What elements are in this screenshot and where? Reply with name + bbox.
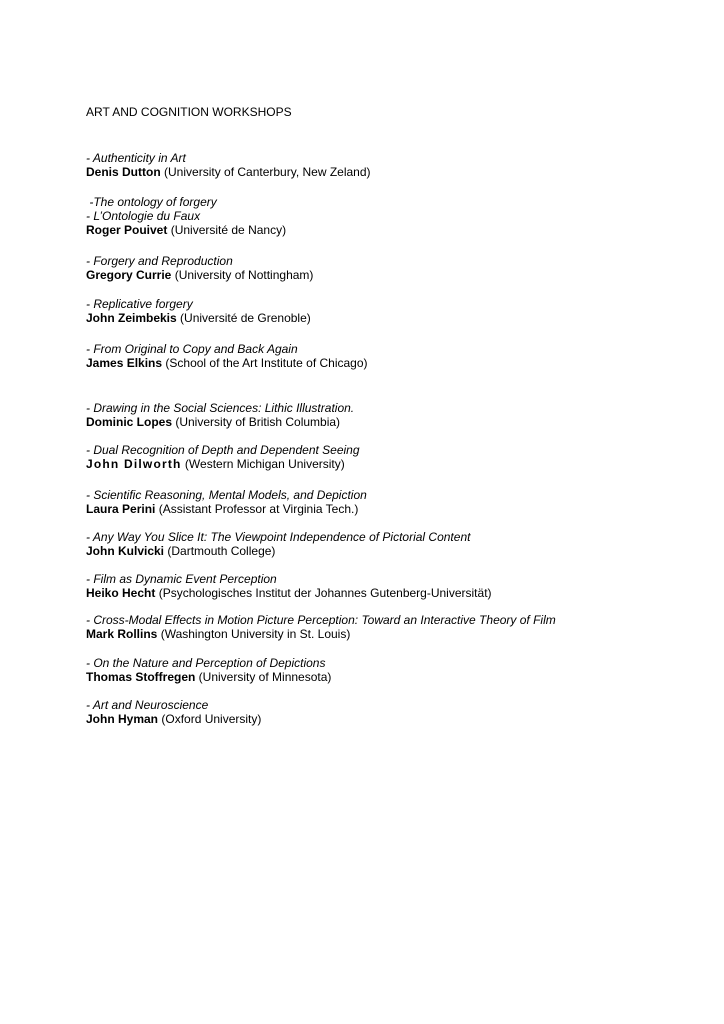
speaker-name: Thomas Stoffregen (86, 670, 196, 684)
talk-title: - Any Way You Slice It: The Viewpoint Independence of Pictorial Content (86, 530, 471, 544)
speaker-name: Dominic Lopes (86, 415, 173, 429)
workshop-entry (86, 195, 286, 237)
workshop-entry (86, 297, 311, 325)
talk-title: - Authenticity in Art (86, 151, 186, 165)
speaker-line (86, 165, 371, 179)
speaker-line (86, 268, 313, 282)
talk-title: - From Original to Copy and Back Again (86, 342, 298, 356)
workshop-entry (86, 488, 367, 516)
talk-title: - Forgery and Reproduction (86, 254, 233, 268)
talk-title: - Dual Recognition of Depth and Dependent Seeing (86, 443, 360, 457)
speaker-affiliation: (University of Canterbury, New Zeland) (164, 165, 371, 179)
document-title: ART AND COGNITION WORKSHOPS (86, 105, 292, 119)
talk-title: - Drawing in the Social Sciences: Lithic Illustration. (86, 401, 355, 415)
document-page (86, 0, 706, 1024)
speaker-affiliation: (Dartmouth College) (164, 544, 276, 558)
speaker-name: Heiko Hecht (86, 586, 156, 600)
speaker-affiliation: (Oxford University) (161, 712, 262, 726)
workshop-entry (86, 572, 492, 600)
workshop-entry (86, 613, 556, 641)
workshop-entry (86, 698, 261, 726)
speaker-affiliation: (School of the Art Institute of Chicago) (162, 356, 368, 370)
speaker-name: Laura Perini (86, 502, 156, 516)
workshop-entry (86, 443, 360, 471)
speaker-line (86, 415, 354, 429)
speaker-line (86, 457, 360, 471)
talk-title: - Cross-Modal Effects in Motion Picture Perception: Toward an Interactive Theory of Film (86, 613, 556, 627)
speaker-line (86, 627, 556, 641)
speaker-line (86, 586, 492, 600)
speaker-affiliation: (Université de Nancy) (170, 223, 287, 237)
speaker-affiliation: (University of Nottingham) (174, 268, 314, 282)
speaker-line (86, 311, 311, 325)
workshop-entry (86, 151, 371, 179)
speaker-name: John Zeimbekis (86, 311, 177, 325)
workshop-entry (86, 254, 313, 282)
workshop-entry (86, 656, 331, 684)
speaker-name: Gregory Currie (86, 268, 172, 282)
speaker-name: Mark Rollins (86, 627, 158, 641)
workshop-entry (86, 342, 368, 370)
speaker-name: James Elkins (86, 356, 163, 370)
speaker-line (86, 544, 470, 558)
talk-title: - On the Nature and Perception of Depictions (86, 656, 326, 670)
talk-title: - L’Ontologie du Faux (86, 209, 201, 223)
workshop-entry (86, 401, 354, 429)
speaker-line (86, 356, 368, 370)
talk-title: - Film as Dynamic Event Perception (86, 572, 277, 586)
talk-title: -The ontology of forgery (86, 195, 217, 209)
speaker-affiliation: (Western Michigan University) (181, 457, 345, 471)
speaker-affiliation: (University of Minnesota) (195, 670, 332, 684)
speaker-affiliation: (University of British Columbia) (172, 415, 341, 429)
speaker-line (86, 502, 367, 516)
speaker-name: Roger Pouivet (86, 223, 168, 237)
speaker-line (86, 223, 286, 237)
workshop-entry (86, 530, 470, 558)
talk-title: - Art and Neuroscience (86, 698, 209, 712)
speaker-name: John Hyman (86, 712, 159, 726)
speaker-affiliation: (Assistant Professor at Virginia Tech.) (158, 502, 359, 516)
talk-title: - Scientific Reasoning, Mental Models, and Depiction (86, 488, 367, 502)
speaker-name: John Kulvicki (86, 544, 165, 558)
speaker-affiliation: (Psychologisches Institut der Johannes Gutenberg-Universität) (155, 586, 492, 600)
speaker-line (86, 712, 261, 726)
speaker-name: John Dilworth (86, 457, 182, 471)
speaker-affiliation: (Washington University in St. Louis) (160, 627, 351, 641)
speaker-affiliation: (Université de Grenoble) (176, 311, 311, 325)
speaker-name: Denis Dutton (86, 165, 161, 179)
talk-title: - Replicative forgery (86, 297, 193, 311)
speaker-line (86, 670, 331, 684)
